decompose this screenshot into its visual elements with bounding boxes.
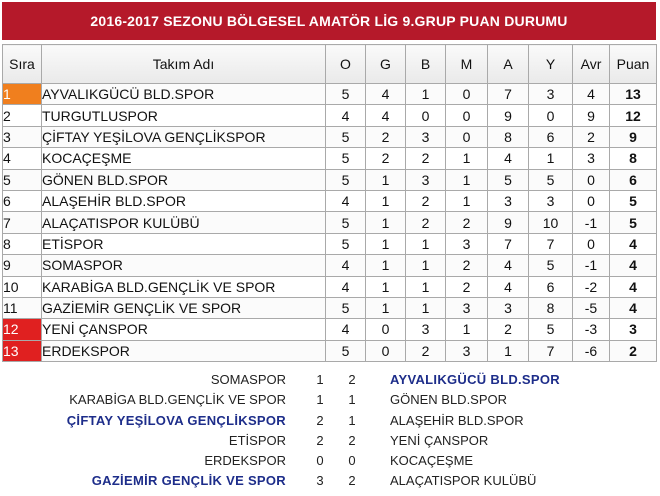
team-name-cell: KOCAÇEŞME <box>42 148 326 169</box>
fixture-row <box>2 431 656 451</box>
fixture-away-score: 1 <box>348 392 356 408</box>
team-name-cell: ALAÇATISPOR KULÜBÜ <box>42 212 326 233</box>
stat-cell-m: 0 <box>446 84 488 105</box>
stat-cell-y: 5 <box>529 255 573 276</box>
points-cell: 8 <box>610 148 657 169</box>
points-cell: 4 <box>610 297 657 318</box>
stat-cell-y: 10 <box>529 212 573 233</box>
stat-cell-y: 8 <box>529 297 573 318</box>
fixture-home-team: SOMASPOR <box>210 372 286 387</box>
stat-cell-m: 0 <box>446 105 488 126</box>
stat-cell-y: 6 <box>529 276 573 297</box>
rank-cell: 9 <box>3 255 42 276</box>
stat-cell-avr: 2 <box>573 126 610 147</box>
rank-cell: 13 <box>3 340 42 361</box>
stat-cell-b: 1 <box>406 276 446 297</box>
stat-cell-avr: 4 <box>573 84 610 105</box>
stat-cell-m: 3 <box>446 297 488 318</box>
fixture-home-team: ÇİFTAY YEŞİLOVA GENÇLİKSPOR <box>66 412 286 428</box>
rank-cell: 3 <box>3 126 42 147</box>
stat-cell-y: 3 <box>529 190 573 211</box>
stat-cell-o: 5 <box>326 340 366 361</box>
fixture-away-score: 2 <box>348 473 356 489</box>
fixture-home-score: 1 <box>316 392 324 408</box>
stat-cell-y: 5 <box>529 319 573 340</box>
stat-cell-o: 5 <box>326 297 366 318</box>
fixture-row <box>2 370 656 390</box>
points-cell: 4 <box>610 276 657 297</box>
table-row <box>3 255 657 276</box>
stat-cell-a: 4 <box>488 255 529 276</box>
fixture-home-team: ERDEKSPOR <box>204 453 286 469</box>
points-cell: 6 <box>610 169 657 190</box>
stat-cell-a: 5 <box>488 169 529 190</box>
stat-cell-g: 2 <box>366 148 406 169</box>
rank-cell: 8 <box>3 233 42 254</box>
fixture-away-team: ALAÇATISPOR KULÜBÜ <box>390 473 537 489</box>
stat-cell-m: 1 <box>446 319 488 340</box>
fixtures-list <box>2 370 656 492</box>
fixture-home-score: 0 <box>316 453 324 469</box>
stat-cell-b: 2 <box>406 190 446 211</box>
points-cell: 9 <box>610 126 657 147</box>
stat-cell-y: 0 <box>529 105 573 126</box>
stat-cell-m: 2 <box>446 255 488 276</box>
stat-cell-avr: 3 <box>573 148 610 169</box>
rank-cell: 1 <box>3 84 42 105</box>
stat-cell-g: 1 <box>366 255 406 276</box>
stat-cell-g: 0 <box>366 340 406 361</box>
team-name-cell: KARABİGA BLD.GENÇLİK VE SPOR <box>42 276 326 297</box>
stat-cell-m: 1 <box>446 169 488 190</box>
stat-cell-g: 1 <box>366 297 406 318</box>
stat-cell-b: 3 <box>406 169 446 190</box>
stat-cell-a: 7 <box>488 233 529 254</box>
points-cell: 2 <box>610 340 657 361</box>
stat-cell-b: 3 <box>406 126 446 147</box>
stat-cell-g: 1 <box>366 190 406 211</box>
team-name-cell: ÇİFTAY YEŞİLOVA GENÇLİKSPOR <box>42 126 326 147</box>
stat-cell-b: 1 <box>406 255 446 276</box>
stat-cell-o: 5 <box>326 169 366 190</box>
points-cell: 4 <box>610 233 657 254</box>
stat-cell-avr: -5 <box>573 297 610 318</box>
fixture-row <box>2 471 656 491</box>
stat-cell-o: 5 <box>326 84 366 105</box>
table-title: 2016-2017 SEZONU BÖLGESEL AMATÖR LİG 9.GRUP PUAN DURUMU <box>2 2 656 40</box>
stat-cell-b: 2 <box>406 212 446 233</box>
stat-cell-avr: -2 <box>573 276 610 297</box>
fixture-home-score: 2 <box>316 432 324 448</box>
team-name-cell: YENİ ÇANSPOR <box>42 319 326 340</box>
rank-cell: 2 <box>3 105 42 126</box>
rank-cell: 12 <box>3 319 42 340</box>
fixture-away-team: YENİ ÇANSPOR <box>390 432 489 448</box>
stat-cell-a: 3 <box>488 190 529 211</box>
stat-cell-avr: -1 <box>573 255 610 276</box>
stat-cell-a: 2 <box>488 319 529 340</box>
table-row <box>3 233 657 254</box>
points-cell: 12 <box>610 105 657 126</box>
header-team: Takım Adı <box>42 45 326 84</box>
points-cell: 5 <box>610 190 657 211</box>
stat-cell-avr: -1 <box>573 212 610 233</box>
rank-cell: 7 <box>3 212 42 233</box>
stat-cell-avr: 9 <box>573 105 610 126</box>
stat-cell-b: 0 <box>406 105 446 126</box>
rank-cell: 5 <box>3 169 42 190</box>
header-row <box>3 45 657 84</box>
stat-cell-o: 5 <box>326 212 366 233</box>
stat-cell-o: 4 <box>326 190 366 211</box>
stat-cell-a: 7 <box>488 84 529 105</box>
fixture-row <box>2 451 656 471</box>
stat-cell-a: 1 <box>488 340 529 361</box>
stat-cell-m: 2 <box>446 276 488 297</box>
stat-cell-b: 1 <box>406 233 446 254</box>
table-row <box>3 190 657 211</box>
stat-cell-g: 0 <box>366 319 406 340</box>
stat-cell-o: 4 <box>326 255 366 276</box>
points-cell: 5 <box>610 212 657 233</box>
stat-cell-avr: 0 <box>573 190 610 211</box>
header-lost: M <box>446 45 488 84</box>
points-cell: 13 <box>610 84 657 105</box>
stat-cell-b: 3 <box>406 319 446 340</box>
table-row <box>3 169 657 190</box>
stat-cell-a: 4 <box>488 276 529 297</box>
stat-cell-y: 1 <box>529 148 573 169</box>
header-drawn: B <box>406 45 446 84</box>
team-name-cell: TURGUTLUSPOR <box>42 105 326 126</box>
stat-cell-o: 4 <box>326 105 366 126</box>
stat-cell-y: 5 <box>529 169 573 190</box>
stat-cell-a: 8 <box>488 126 529 147</box>
table-row <box>3 297 657 318</box>
stat-cell-o: 5 <box>326 233 366 254</box>
stat-cell-b: 1 <box>406 84 446 105</box>
header-goals-for: A <box>488 45 529 84</box>
stat-cell-y: 7 <box>529 233 573 254</box>
header-goals-against: Y <box>529 45 573 84</box>
fixture-home-team: ETİSPOR <box>228 432 286 448</box>
stat-cell-m: 1 <box>446 190 488 211</box>
stat-cell-a: 4 <box>488 148 529 169</box>
fixture-home-team: KARABİGA BLD.GENÇLİK VE SPOR <box>69 392 286 408</box>
stat-cell-a: 9 <box>488 212 529 233</box>
table-row <box>3 84 657 105</box>
stat-cell-g: 1 <box>366 169 406 190</box>
points-cell: 3 <box>610 319 657 340</box>
header-goal-diff: Avr <box>573 45 610 84</box>
team-name-cell: ETİSPOR <box>42 233 326 254</box>
stat-cell-m: 2 <box>446 212 488 233</box>
stat-cell-g: 1 <box>366 276 406 297</box>
fixture-away-team: GÖNEN BLD.SPOR <box>390 392 508 408</box>
table-row <box>3 148 657 169</box>
stat-cell-g: 4 <box>366 105 406 126</box>
stat-cell-m: 3 <box>446 233 488 254</box>
stat-cell-g: 1 <box>366 212 406 233</box>
stat-cell-o: 4 <box>326 319 366 340</box>
fixture-row <box>2 411 656 431</box>
table-row <box>3 319 657 340</box>
stat-cell-b: 2 <box>406 148 446 169</box>
stat-cell-avr: -3 <box>573 319 610 340</box>
table-row <box>3 126 657 147</box>
fixture-away-score: 0 <box>348 453 356 469</box>
standings-table <box>2 44 657 362</box>
table-row <box>3 105 657 126</box>
rank-cell: 10 <box>3 276 42 297</box>
team-name-cell: SOMASPOR <box>42 255 326 276</box>
stat-cell-y: 7 <box>529 340 573 361</box>
team-name-cell: GÖNEN BLD.SPOR <box>42 169 326 190</box>
stat-cell-m: 3 <box>446 340 488 361</box>
table-row <box>3 212 657 233</box>
fixture-home-score: 3 <box>316 473 324 489</box>
fixture-home-score: 2 <box>316 412 324 428</box>
fixture-away-score: 2 <box>348 432 356 448</box>
header-won: G <box>366 45 406 84</box>
fixture-away-team: KOCAÇEŞME <box>390 453 474 469</box>
stat-cell-g: 4 <box>366 84 406 105</box>
fixture-away-score: 2 <box>348 372 356 387</box>
rank-cell: 6 <box>3 190 42 211</box>
points-cell: 4 <box>610 255 657 276</box>
stat-cell-o: 4 <box>326 276 366 297</box>
table-row <box>3 276 657 297</box>
stat-cell-avr: 0 <box>573 169 610 190</box>
header-rank: Sıra <box>3 45 42 84</box>
stat-cell-a: 3 <box>488 297 529 318</box>
team-name-cell: GAZİEMİR GENÇLİK VE SPOR <box>42 297 326 318</box>
header-points: Puan <box>610 45 657 84</box>
stat-cell-o: 5 <box>326 148 366 169</box>
fixture-home-team: GAZİEMİR GENÇLİK VE SPOR <box>91 473 286 489</box>
team-name-cell: ERDEKSPOR <box>42 340 326 361</box>
fixture-away-team: ALAŞEHİR BLD.SPOR <box>390 412 524 428</box>
stat-cell-a: 9 <box>488 105 529 126</box>
stat-cell-o: 5 <box>326 126 366 147</box>
team-name-cell: ALAŞEHİR BLD.SPOR <box>42 190 326 211</box>
stat-cell-avr: 0 <box>573 233 610 254</box>
fixture-away-team: AYVALIKGÜCÜ BLD.SPOR <box>390 372 560 387</box>
stat-cell-avr: -6 <box>573 340 610 361</box>
stat-cell-y: 6 <box>529 126 573 147</box>
fixture-home-score: 1 <box>316 372 324 387</box>
fixture-away-score: 1 <box>348 412 356 428</box>
stat-cell-b: 2 <box>406 340 446 361</box>
stat-cell-g: 1 <box>366 233 406 254</box>
stat-cell-m: 0 <box>446 126 488 147</box>
stat-cell-b: 1 <box>406 297 446 318</box>
stat-cell-m: 1 <box>446 148 488 169</box>
fixture-row <box>2 390 656 410</box>
table-row <box>3 340 657 361</box>
stat-cell-g: 2 <box>366 126 406 147</box>
stat-cell-y: 3 <box>529 84 573 105</box>
header-played: O <box>326 45 366 84</box>
team-name-cell: AYVALIKGÜCÜ BLD.SPOR <box>42 84 326 105</box>
rank-cell: 11 <box>3 297 42 318</box>
rank-cell: 4 <box>3 148 42 169</box>
